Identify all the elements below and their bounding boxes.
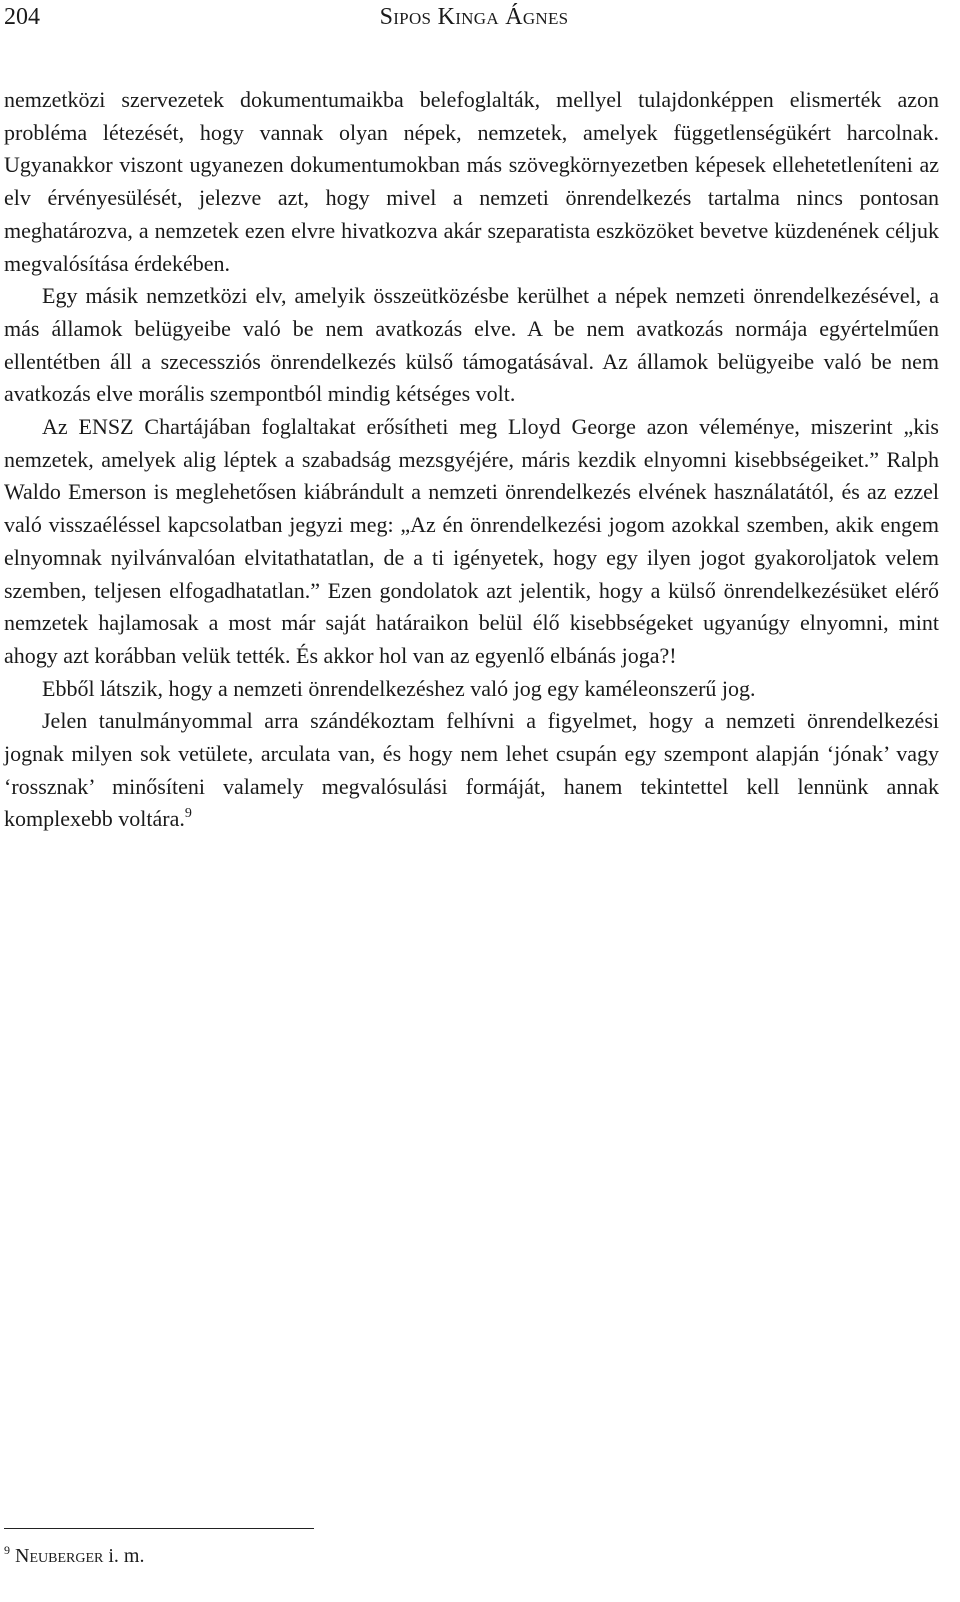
paragraph: Az ENSZ Chartájában foglaltakat erősítheti meg Lloyd George azon véleménye, miszerint „kis nemzetek, amelyek alig léptek a szabadság mezsgyéjére, máris kezdik elnyomni kisebbségeiket.” Ralph Waldo Emerson is meglehetősen kiábrándult a nemzeti önrendelkezés elvének használatától, és az ezzel való visszaéléssel kapcsolatban jegyzi meg: „Az én önrendelkezési jogom azokkal szemben, akik engem elnyomnak nyilvánvalóan elvitathatatlan, de a ti igényetek, hogy egy ilyen jogot gyakoroljatok velem szemben, teljesen elfogadhatatlan.” Ezen gondolatok azt jelentik, hogy a külső önrendelkezésüket elérő nemzetek hajlamosak a most már saját határaikon belül élő kisebbségeket ugyanúgy elnyomni, mint ahogy azt korábban velük tették. És akkor hol van az egyenlő elbánás joga?! <box>4 414 939 668</box>
page-header <box>4 4 944 40</box>
paragraph: Ebből látszik, hogy a nemzeti önrendelkezéshez való jog egy kaméleonszerű jog. <box>42 675 756 701</box>
page-number: 204 <box>4 4 40 30</box>
paragraph: nemzetközi szervezetek dokumentumaikba belefoglalták, mellyel tulajdonképpen elismerték azon probléma létezését, hogy vannak olyan népek, nemzetek, amelyek függetlenségükért harcolnak. Ugyanakkor viszont ugyanezen dokumentumokban más szövegkörnyezetben képesek ellehetetleníteni az elv érvényesülését, jelezve azt, hogy mivel a nemzeti önrendelkezés tartalma nincs pontosan meghatározva, a nemzetek ezen elvre hivatkozva akár szeparatista eszközöket bevetve küzdenének céljuk megvalósítása érdekében. <box>4 87 939 276</box>
footnote-reference[interactable]: 9 <box>184 806 192 822</box>
footnote-number: 9 <box>4 1543 10 1557</box>
footnote <box>4 1545 144 1568</box>
footnote-divider <box>4 1528 314 1529</box>
paragraph: Egy másik nemzetközi elv, amelyik összeütközésbe kerülhet a népek nemzeti önrendelkezésével, a más államok belügyeibe való be nem avatkozás elve. A be nem avatkozás normája egyértelműen ellentétben áll a szecessziós önrendelkezés külső támogatásával. Az államok belügyeibe való be nem avatkozás elve morális szempontból mindig kétséges volt. <box>4 283 939 407</box>
paragraph-text: Jelen tanulmányommal arra szándékoztam felhívni a figyelmet, hogy a nemzeti önrendelkezési jognak milyen sok vetülete, arculata van, és hogy nem lehet csupán egy szempont alapján ‘jónak’ vagy ‘rossznak’ minősíteni valamely megvalósulási formáját, hanem tekintettel kell lennünk annak komplexebb voltára. <box>4 708 939 832</box>
running-head: Sipos Kinga Ágnes <box>379 4 569 30</box>
paragraph <box>4 705 939 836</box>
footnote-text: i. m. <box>103 1545 145 1567</box>
body-text <box>4 84 939 836</box>
footnote-author: Neuberger <box>15 1545 104 1567</box>
